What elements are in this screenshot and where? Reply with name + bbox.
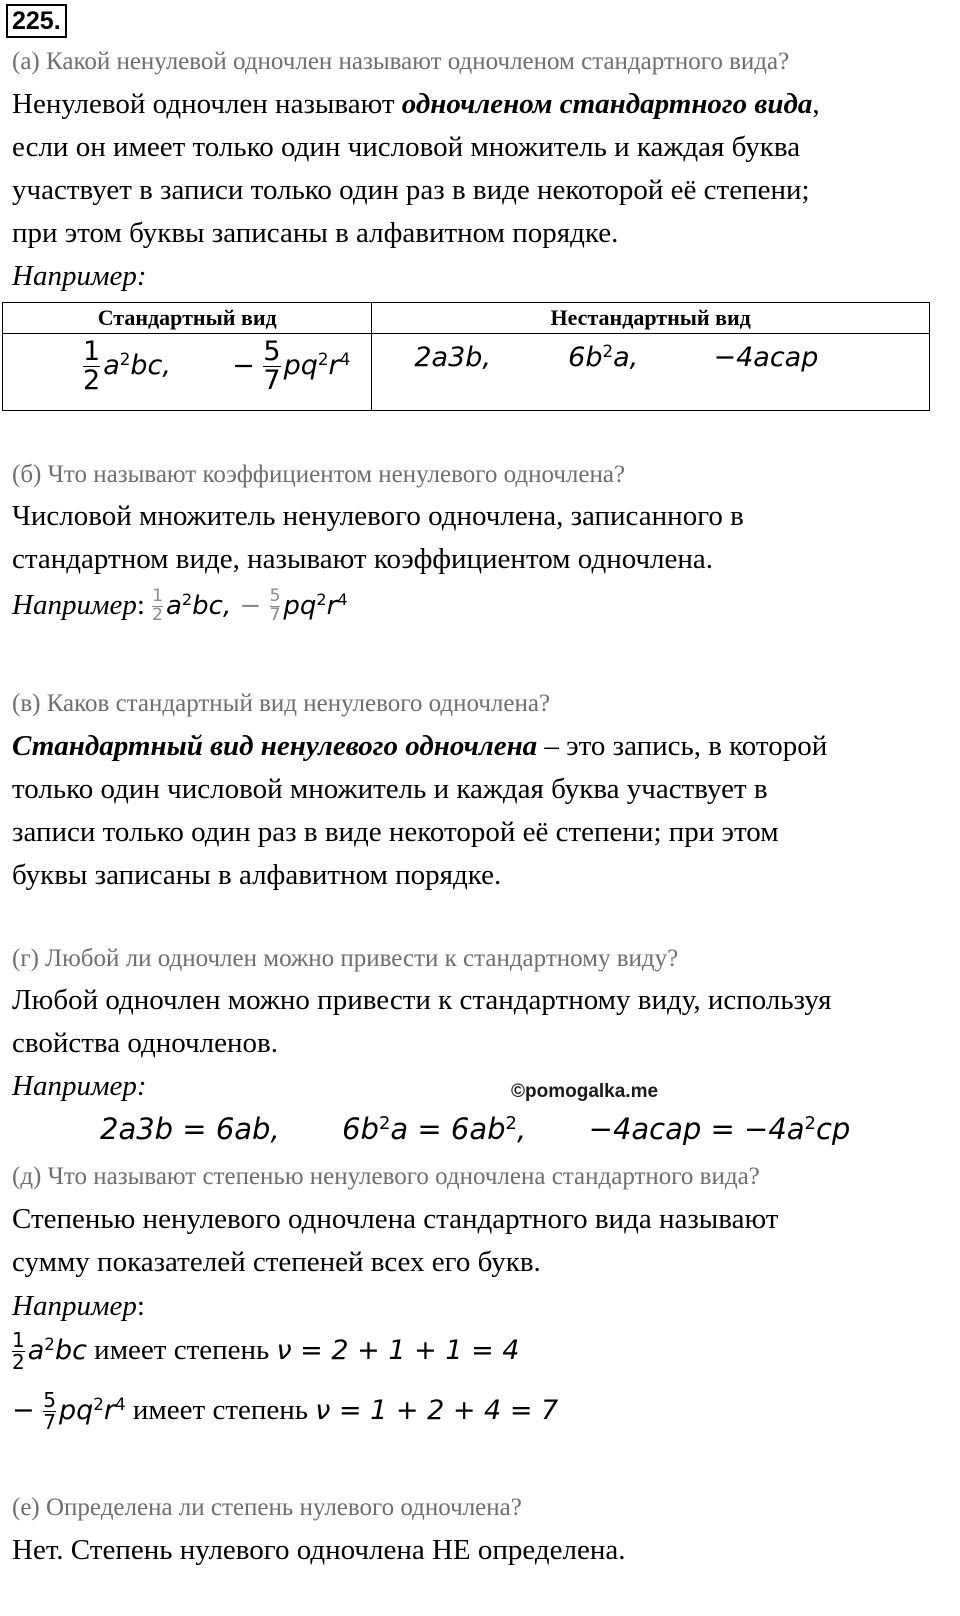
- question-g: (г) Любой ли одночлен можно привести к стандартному виду?: [12, 945, 679, 972]
- question-e: (е) Определена ли степень нулевого одночлена?: [12, 1494, 522, 1521]
- answer-a-line-4: при этом буквы записаны в алфавитном порядке.: [12, 217, 619, 249]
- question-v: (в) Каков стандартный вид ненулевого одночлена?: [12, 690, 551, 717]
- monomial-forms-table: [2, 302, 930, 411]
- answer-v-line-4: буквы записаны в алфавитном порядке.: [12, 859, 502, 891]
- answer-g-line-1: Любой одночлен можно привести к стандартному виду, используя: [12, 984, 832, 1016]
- answer-v-line-3: записи только один раз в виде некоторой её степени; при этом: [12, 816, 779, 848]
- answer-b-line-1: Числовой множитель ненулевого одночлена, записанного в: [12, 500, 744, 532]
- task-number: 225.: [6, 4, 67, 38]
- question-a: (а) Какой ненулевой одночлен называют одночленом стандартного вида?: [12, 48, 790, 75]
- answer-g-line-2: свойства одночленов.: [12, 1027, 278, 1059]
- example-label-d: Например:: [12, 1290, 145, 1322]
- standard-example-2-body: $pq^2r^4$: [283, 349, 351, 382]
- term-standard-form: Стандартный вид ненулевого одночлена: [12, 730, 538, 762]
- table-cell-nonstandard: [372, 334, 930, 411]
- answer-a-line-3: участвует в записи только один раз в виде некоторой её степени;: [12, 174, 810, 206]
- table-cell-standard: $\frac{1}{2}$ $a^2bc$, − $\frac{5}{7}$ $pq^2r^4$: [3, 334, 372, 411]
- answer-b-line-2: стандартном виде, называют коэффициентом одночлена.: [12, 543, 714, 575]
- example-g-equations: 2a3b = 6ab, $6b^2a = 6ab^2$, −4acap = $-4a^2cp$: [100, 1112, 851, 1146]
- example-d-line-1: $\frac{1}{2}$ $a^2bc$ имеет степень ν = 2 + 1 + 1 = 4: [12, 1328, 520, 1374]
- table-header-nonstandard: Нестандартный вид: [372, 303, 930, 334]
- answer-v-line-1: Стандартный вид ненулевого одночлена – это запись, в которой: [12, 730, 828, 762]
- answer-v-line-2: только один числовой множитель и каждая буква участвует в: [12, 773, 768, 805]
- example-b: Например: $\frac{1}{2}$ $a^2bc$, − $\frac{5}{7}$ $pq^2r^4$: [12, 586, 348, 625]
- example-label-g: Например:: [12, 1070, 147, 1102]
- answer-d-line-1: Степенью ненулевого одночлена стандартного вида называют: [12, 1203, 779, 1235]
- example-d-line-2: − $\frac{5}{7}$ $pq^2r^4$ имеет степень ν = 1 + 2 + 4 = 7: [12, 1388, 559, 1434]
- fraction-one-half: $\frac{1}{2}$: [83, 336, 101, 397]
- example-label-a: Например:: [12, 260, 147, 292]
- nonstandard-example-2: $6b^2a$,: [568, 340, 639, 373]
- answer-d-line-2: сумму показателей степеней всех его букв.: [12, 1246, 541, 1278]
- fraction-five-sevenths: $\frac{5}{7}$: [263, 336, 281, 397]
- nonstandard-example-3: −4acap: [713, 342, 819, 373]
- question-b: (б) Что называют коэффициентом ненулевого одночлена?: [12, 461, 626, 488]
- question-d: (д) Что называют степенью ненулевого одночлена стандартного вида?: [12, 1163, 760, 1190]
- watermark: ©pomogalka.me: [511, 1081, 659, 1102]
- answer-a-line-2: если он имеет только один числовой множитель и каждая буква: [12, 131, 801, 163]
- answer-e-line-1: Нет. Степень нулевого одночлена НЕ определена.: [12, 1534, 626, 1566]
- nonstandard-example-1: 2a3b,: [414, 342, 491, 373]
- answer-a-line-1: Ненулевой одночлен называют одночленом стандартного вида,: [12, 88, 820, 120]
- standard-example-1-body: $a^2bc$,: [103, 349, 171, 382]
- table-header-standard: Стандартный вид: [3, 303, 372, 334]
- term-standard-monomial: одночленом стандартного вида: [401, 88, 813, 120]
